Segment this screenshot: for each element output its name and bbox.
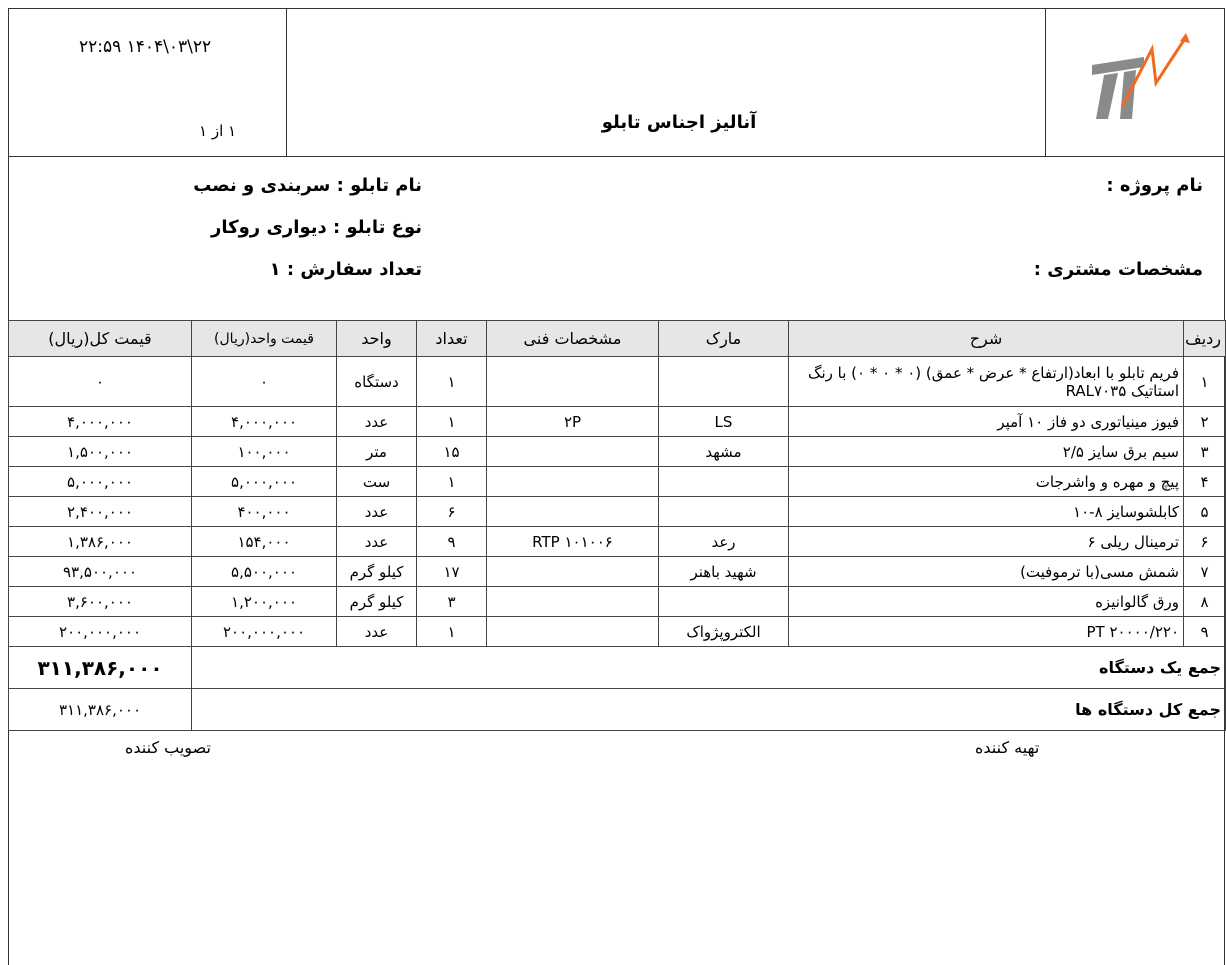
table-row [9, 617, 1226, 647]
cell-unit: دستگاه [337, 357, 417, 407]
cell-qty: ۶ [417, 497, 487, 527]
cell-qty: ۱ [417, 357, 487, 407]
total-one-device-label: جمع یک دستگاه [192, 647, 1226, 689]
cell-brand: رعد [659, 527, 789, 557]
cell-total: ۵,۰۰۰,۰۰۰ [9, 467, 192, 497]
total-one-device-value: ۳۱۱,۳۸۶,۰۰۰ [9, 647, 192, 689]
cell-row: ۵ [1184, 497, 1226, 527]
cell-spec: RTP ۱۰۱۰۰۶ [487, 527, 659, 557]
table-header-row [9, 321, 1226, 357]
cell-unit: عدد [337, 527, 417, 557]
cell-row: ۱ [1184, 357, 1226, 407]
panel-type: نوع تابلو : دیواری روکار [211, 217, 422, 238]
customer-label: مشخصات مشتری : [1033, 259, 1203, 280]
report-header [8, 8, 1225, 157]
company-logo-icon [1074, 27, 1194, 127]
items-table [8, 320, 1226, 731]
cell-brand: شهید باهنر [659, 557, 789, 587]
col-header-unit: واحد [337, 321, 417, 357]
cell-qty: ۱ [417, 617, 487, 647]
cell-spec [487, 467, 659, 497]
cell-desc: سیم برق سایز ۲/۵ [789, 437, 1184, 467]
order-count: تعداد سفارش : ۱ [269, 259, 422, 280]
cell-desc: ترمینال ریلی ۶ [789, 527, 1184, 557]
cell-spec [487, 497, 659, 527]
cell-unit-price: ۵,۵۰۰,۰۰۰ [192, 557, 337, 587]
header-logo-cell [1045, 9, 1224, 156]
col-header-desc: شرح [789, 321, 1184, 357]
cell-total: ۴,۰۰۰,۰۰۰ [9, 407, 192, 437]
project-name-label: نام پروژه : [1106, 175, 1203, 196]
cell-brand: مشهد [659, 437, 789, 467]
cell-unit: متر [337, 437, 417, 467]
cell-unit: کیلو گرم [337, 587, 417, 617]
total-one-device-row [9, 647, 1226, 689]
cell-unit: عدد [337, 497, 417, 527]
total-all-devices-label: جمع کل دستگاه ها [192, 689, 1226, 731]
col-header-brand: مارک [659, 321, 789, 357]
cell-desc: کابلشوسایز ۸-۱۰ [789, 497, 1184, 527]
cell-row: ۹ [1184, 617, 1226, 647]
cell-unit-price: ۱,۲۰۰,۰۰۰ [192, 587, 337, 617]
approver-signature-label: تصویب کننده [125, 738, 211, 757]
total-all-devices-value: ۳۱۱,۳۸۶,۰۰۰ [9, 689, 192, 731]
cell-unit-price: ۵,۰۰۰,۰۰۰ [192, 467, 337, 497]
cell-total: ۰ [9, 357, 192, 407]
cell-total: ۲۰۰,۰۰۰,۰۰۰ [9, 617, 192, 647]
cell-total: ۱,۵۰۰,۰۰۰ [9, 437, 192, 467]
cell-unit: ست [337, 467, 417, 497]
cell-spec [487, 437, 659, 467]
cell-unit-price: ۴۰۰,۰۰۰ [192, 497, 337, 527]
cell-brand [659, 587, 789, 617]
cell-spec [487, 587, 659, 617]
cell-desc: فیوز مینیاتوری دو فاز ۱۰ آمپر [789, 407, 1184, 437]
cell-unit-price: ۱۰۰,۰۰۰ [192, 437, 337, 467]
table-row [9, 557, 1226, 587]
cell-total: ۱,۳۸۶,۰۰۰ [9, 527, 192, 557]
cell-spec: ۲P [487, 407, 659, 437]
col-header-spec: مشخصات فنی [487, 321, 659, 357]
table-row [9, 357, 1226, 407]
cell-unit: عدد [337, 407, 417, 437]
cell-qty: ۱ [417, 467, 487, 497]
cell-desc: PT ۲۰۰۰۰/۲۲۰ [789, 617, 1184, 647]
cell-row: ۲ [1184, 407, 1226, 437]
cell-desc: شمش مسی(با ترموفیت) [789, 557, 1184, 587]
cell-brand [659, 497, 789, 527]
col-header-unit-price: قیمت واحد(ریال) [192, 321, 337, 357]
print-datetime: ۲۲:۵۹ ۱۴۰۴\۰۳\۲۲ [79, 37, 212, 57]
cell-unit-price: ۲۰۰,۰۰۰,۰۰۰ [192, 617, 337, 647]
cell-row: ۸ [1184, 587, 1226, 617]
table-row [9, 407, 1226, 437]
header-meta-cell [9, 9, 287, 156]
preparer-signature-label: تهیه کننده [975, 738, 1040, 757]
cell-spec [487, 357, 659, 407]
cell-row: ۷ [1184, 557, 1226, 587]
cell-unit: عدد [337, 617, 417, 647]
col-header-qty: تعداد [417, 321, 487, 357]
cell-row: ۳ [1184, 437, 1226, 467]
cell-unit-price: ۴,۰۰۰,۰۰۰ [192, 407, 337, 437]
cell-row: ۴ [1184, 467, 1226, 497]
table-row [9, 467, 1226, 497]
cell-total: ۹۳,۵۰۰,۰۰۰ [9, 557, 192, 587]
cell-desc: ورق گالوانیزه [789, 587, 1184, 617]
cell-brand [659, 357, 789, 407]
cell-row: ۶ [1184, 527, 1226, 557]
cell-total: ۳,۶۰۰,۰۰۰ [9, 587, 192, 617]
cell-unit-price: ۱۵۴,۰۰۰ [192, 527, 337, 557]
cell-total: ۲,۴۰۰,۰۰۰ [9, 497, 192, 527]
cell-spec [487, 617, 659, 647]
col-header-total: قیمت کل(ریال) [9, 321, 192, 357]
cell-brand: LS [659, 407, 789, 437]
cell-qty: ۳ [417, 587, 487, 617]
report-title: آنالیز اجناس تابلو [601, 112, 757, 133]
page-number: ۱ از ۱ [199, 122, 237, 140]
cell-brand: الکتروپژواک [659, 617, 789, 647]
col-header-row: ردیف [1184, 321, 1226, 357]
project-info [8, 157, 1225, 315]
cell-qty: ۱۵ [417, 437, 487, 467]
cell-unit: کیلو گرم [337, 557, 417, 587]
cell-qty: ۱ [417, 407, 487, 437]
cell-qty: ۹ [417, 527, 487, 557]
table-row [9, 497, 1226, 527]
cell-desc: فریم تابلو با ابعاد(ارتفاع * عرض * عمق) (۰ * ۰ * ۰) با رنگ استاتیک RAL۷۰۳۵ [789, 357, 1184, 407]
table-row [9, 587, 1226, 617]
cell-qty: ۱۷ [417, 557, 487, 587]
panel-name: نام تابلو : سربندی و نصب [193, 175, 422, 196]
total-all-devices-row [9, 689, 1226, 731]
table-row [9, 437, 1226, 467]
cell-spec [487, 557, 659, 587]
cell-desc: پیچ و مهره و واشرجات [789, 467, 1184, 497]
cell-unit-price: ۰ [192, 357, 337, 407]
table-row [9, 527, 1226, 557]
cell-brand [659, 467, 789, 497]
